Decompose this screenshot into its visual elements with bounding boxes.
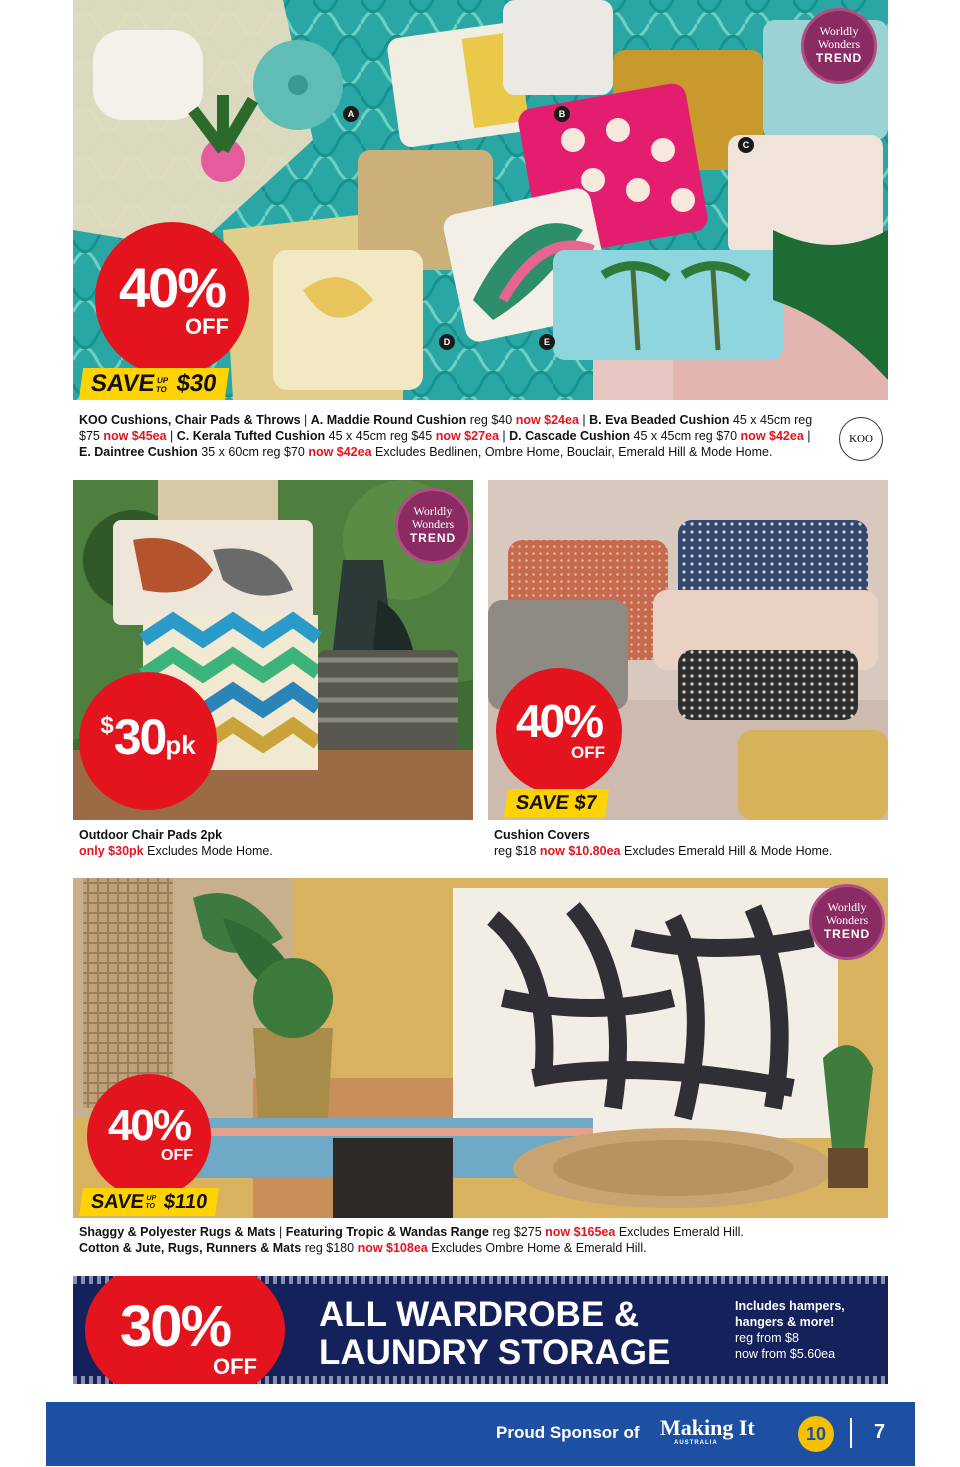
koo-caption: KOO Cushions, Chair Pads & Throws | A. Maddie Round Cushion reg $40 now $24ea | B. Eva Beaded Cushion 45 x 45cm reg $75 now $45ea | C. Kerala Tufted Cushion 45 x 45cm reg $45 now $27ea | D. Cascade Cushion 45 x 45cm reg $70 now $42ea | E. Daintree Cushion 35 x 60cm reg $70 now $42ea Excludes Bedlinen, Ombre Home, Bouclair, Emerald Hill & Mode Home.: [79, 413, 813, 459]
discount-badge: [496, 668, 622, 794]
discount-percent: 30%: [119, 1294, 231, 1359]
discount-off: OFF: [185, 314, 229, 339]
discount-badge: [85, 1276, 285, 1384]
footer-divider: [850, 1418, 852, 1448]
save-tag: SAVE $7: [504, 789, 609, 817]
covers-panel: [488, 480, 888, 862]
koo-logo: KOO: [839, 417, 883, 461]
discount-off: OFF: [571, 743, 605, 762]
discount-off: OFF: [213, 1354, 257, 1379]
price-symbol: $: [100, 712, 114, 739]
price-badge: [79, 672, 217, 810]
chairpads-caption: Outdoor Chair Pads 2pk only $30pk Excludes Mode Home.: [79, 828, 273, 858]
storage-banner: [73, 1276, 888, 1384]
save-tag: SAVEUP TO $110: [79, 1188, 219, 1216]
discount-badge: [87, 1074, 211, 1198]
discount-percent: 40%: [118, 256, 226, 319]
discount-percent: 40%: [515, 695, 603, 747]
footer-bar: [46, 1402, 915, 1466]
chairpads-panel: [73, 480, 473, 862]
covers-caption: Cushion Covers reg $18 now $10.80ea Excludes Emerald Hill & Mode Home.: [494, 828, 833, 858]
storage-headline: ALL WARDROBE & LAUNDRY STORAGE: [319, 1295, 671, 1372]
price-value: 30: [113, 709, 166, 765]
trend-badge: Worldly Wonders TREND: [809, 884, 885, 960]
label-d: D: [439, 334, 455, 350]
rugs-caption: Shaggy & Polyester Rugs & Mats | Featuring Tropic & Wandas Range reg $275 now $165ea Excludes Emerald Hill. Cotton & Jute, Rugs, Runners & Mats reg $180 now $108ea Excludes Ombre Home & Emerald Hill.: [79, 1225, 744, 1255]
discount-badge: [95, 222, 249, 376]
label-b: B: [554, 106, 570, 122]
storage-details: Includes hampers, hangers & more! reg from $8 now from $5.60ea: [735, 1299, 845, 1361]
label-c: C: [738, 137, 754, 153]
discount-percent: 40%: [107, 1101, 191, 1150]
trend-badge: Worldly Wonders TREND: [395, 488, 471, 564]
sponsor-text: Proud Sponsor of: [496, 1423, 640, 1442]
making-it-logo: Making It AUSTRALIA: [660, 1415, 755, 1446]
trend-badge: Worldly Wonders TREND: [801, 8, 877, 84]
koo-panel: [73, 0, 888, 462]
page-number: 7: [874, 1421, 886, 1443]
discount-off: OFF: [161, 1147, 193, 1164]
label-a: A: [343, 106, 359, 122]
rugs-panel: [73, 878, 888, 1260]
network-ten-logo: 10: [798, 1416, 834, 1452]
label-e: E: [539, 334, 555, 350]
price-unit: pk: [165, 730, 196, 760]
save-tag: SAVEUP TO $30: [79, 368, 229, 400]
